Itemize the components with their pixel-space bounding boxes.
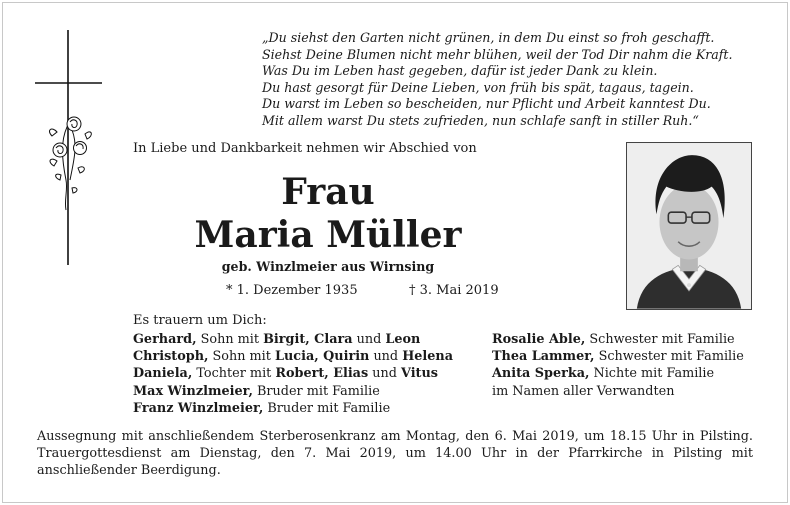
poem-line: Was Du im Leben hast gegeben, dafür ist jeder Dank zu klein. — [262, 63, 658, 79]
mourner-name: Daniela, — [133, 366, 193, 382]
poem — [262, 30, 772, 130]
mourners-heading: Es trauern um Dich: — [133, 313, 267, 328]
mourner-relation: Sohn mit — [196, 332, 264, 347]
mourner-line — [133, 365, 453, 382]
mourner-relation: Schwester mit Familie — [594, 349, 744, 365]
mourner-line — [133, 348, 453, 365]
mourner-relation: Bruder mit Familie — [263, 400, 391, 416]
mourner-relation: Nichte mit Familie — [589, 366, 715, 382]
poem-line: „Du siehst den Garten nicht grünen, in dem Du einst so froh geschafft. — [262, 30, 715, 45]
poem-line: Du warst im Leben so bescheiden, nur Pflicht und Arbeit kanntest Du. — [262, 96, 711, 112]
portrait-silhouette-icon — [627, 143, 751, 309]
poem-line: Du hast gesorgt für Deine Lieben, von früh bis spät, tagaus, tagein. — [262, 79, 694, 95]
mourner-name: Max Winzlmeier, — [133, 383, 253, 399]
mourner-relation: und — [368, 366, 401, 382]
death-date: † 3. Mai 2019 — [409, 283, 499, 298]
mourner-line — [133, 383, 453, 400]
mourner-name: Franz Winzlmeier, — [133, 400, 264, 416]
mourner-name: Robert, Elias — [275, 366, 369, 382]
mourner-name: Anita Sperka, — [492, 366, 590, 382]
mourner-name: Birgit, Clara — [263, 332, 353, 347]
mourner-line — [492, 348, 744, 365]
mourner-name: Leon — [385, 332, 421, 347]
funeral-details: Aussegnung mit anschließendem Sterberosenkranz am Montag, den 6. Mai 2019, um 18.15 Uhr in Pilsting. Trauergottesdienst am Dienstag, den 7. Mai 2019, um 14.00 Uhr in der Pfarrkirche in Pilsting mit anschließender Beerdigung. — [37, 429, 753, 479]
birth-name: geb. Winzlmeier aus Wirnsing — [221, 259, 435, 274]
poem-line: Mit allem warst Du stets zufrieden, nun schlafe sanft in stiller Ruh.“ — [262, 112, 699, 128]
mourner-name: Gerhard, — [133, 332, 197, 347]
birth-date: * 1. Dezember 1935 — [226, 283, 358, 298]
mourner-relation: Bruder mit Familie — [252, 383, 380, 399]
mourner-relation: Schwester mit Familie — [585, 332, 735, 347]
mourner-name: Rosalie Able, — [492, 332, 586, 347]
intro-text: In Liebe und Dankbarkeit nehmen wir Abschied von — [133, 141, 477, 156]
mourner-relation: und — [352, 332, 386, 347]
mourner-name: Vitus — [400, 366, 438, 382]
mourner-name: Lucia, Quirin — [274, 349, 370, 365]
mourners-left-list — [133, 331, 453, 417]
mourner-name: Helena — [402, 349, 454, 365]
mourner-name: Christoph, — [133, 349, 209, 365]
mourner-name: Thea Lammer, — [492, 349, 595, 365]
mourner-relation: Sohn mit — [208, 349, 275, 365]
mourner-line — [133, 331, 453, 348]
cross-with-roses-icon — [30, 30, 110, 270]
deceased-name: Maria Müller — [194, 214, 462, 256]
mourner-line — [492, 383, 744, 400]
mourner-relation: Tochter mit — [192, 366, 276, 382]
mourner-line — [492, 331, 744, 348]
mourner-relation: und — [369, 349, 403, 365]
portrait-photo — [626, 142, 752, 310]
mourner-line — [492, 365, 744, 382]
mourners-right-list — [492, 331, 744, 400]
mourner-relation: im Namen aller Verwandten — [492, 383, 675, 399]
salutation: Frau — [281, 171, 375, 213]
poem-line: Siehst Deine Blumen nicht mehr blühen, weil der Tod Dir nahm die Kraft. — [262, 46, 733, 62]
mourner-line — [133, 400, 453, 417]
